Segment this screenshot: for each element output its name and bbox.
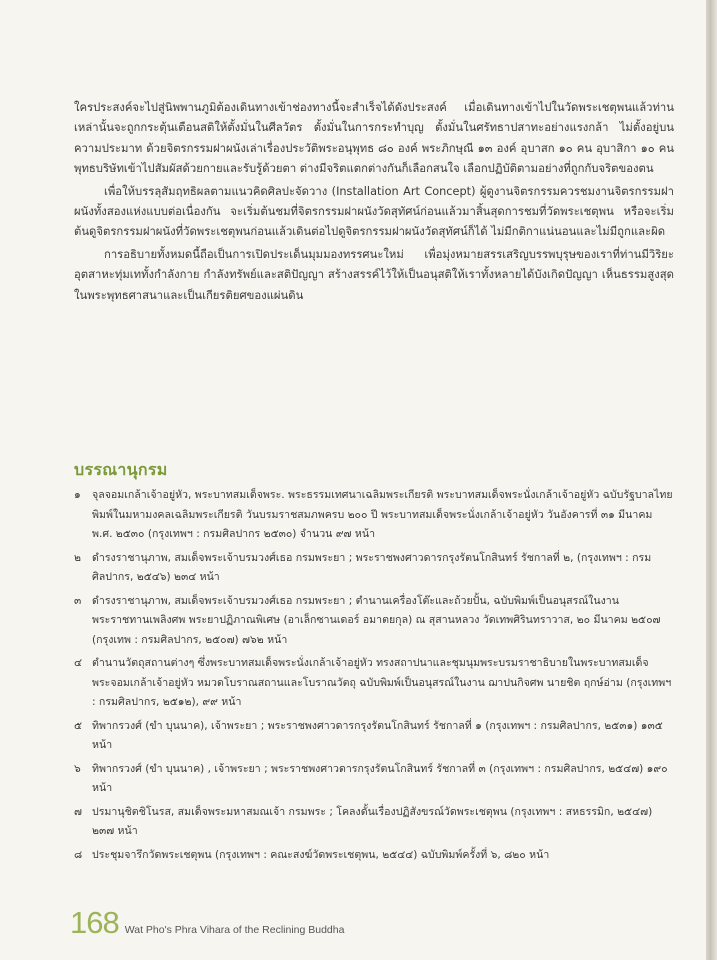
list-item (74, 846, 674, 866)
bibliography-heading: บรรณานุกรม (74, 460, 168, 479)
ref-number: ๔ (74, 657, 83, 669)
ref-number: ๗ (74, 805, 82, 818)
list-item (74, 654, 674, 713)
paragraph-1: ใครประสงค์จะไปสู่นิพพานภูมิต้องเดินทางเข้าช่องทางนี้จะสำเร็จได้ดังประสงค์ เมื่อเดินทางเข้าไปในวัดพระเชตุพนแล้วท่านเหล่านั้นจะถูกกระตุ้นเตือนสติให้ตั้งมั่นในศีลวัตร ตั้งมั่นในการกระทำบุญ ตั้งมั่นในศรัทธาปสาทะอย่างแรงกล้า ไม่ตั้งอยู่บนความประมาท ด้วยจิตรกรรมฝาผนังเล่าเรื่องประวัติพระอนุพุทธ ๘๐ องค์ พระภิกษุณี ๑๓ องค์ อุบาสก ๑๐ คน อุบาสิกา ๑๐ คน พุทธบริษัทเข้าไปสัมผัสด้วยกายและรับรู้ด้วยตา ต่างมีจริตแตกต่างกันก็เลือกสนใจ เลือกปฏิบัติตามอย่างที่ถูกกับจริตของตน (74, 101, 674, 176)
paragraph-3: การอธิบายทั้งหมดนี้ถือเป็นการเปิดประเด็นมุมมองทรรศนะใหม่ เพื่อมุ่งหมายสรรเสริญบรรพบุรุษของเราที่ท่านมีวิริยะอุตสาหะทุ่มเททั้งกำลังกาย กำลังทรัพย์และสติปัญญา สร้างสรรค์ไว้ให้เป็นอนุสติให้เราทั้งหลายได้บังเกิดปัญญา เห็นธรรมสูงสุดในพระพุทธศาสนาและเป็นเกียรติยศของแผ่นดิน (74, 247, 674, 302)
ref-text: ดำรงราชานุภาพ, สมเด็จพระเจ้าบรมวงศ์เธอ กรมพระยา ; ตำนานเครื่องโต๊ะและถ้วยปั้น, ฉบับพิมพ์เป็นอนุสรณ์ในงานพระราชทานเพลิงศพ พระยาปฏิภาณพิเศษ (อาเล็กซานเดอร์ อมาตยกุล) ณ สุสานหลวง วัดเทพศิรินทราวาส, ๒๐ มีนาคม ๒๕๐๗ (กรุงเทพ : กรมศิลปากร, ๒๕๐๗) ๗๖๒ หน้า (92, 594, 661, 646)
ref-number: ๘ (74, 848, 83, 861)
ref-number: ๕ (74, 719, 83, 732)
bibliography-list (74, 486, 674, 869)
ref-number: ๓ (74, 594, 82, 607)
page-footer (70, 905, 344, 941)
ref-number: ๖ (74, 762, 81, 775)
list-item (74, 592, 674, 651)
page-number: 168 (70, 905, 119, 940)
list-item (74, 760, 674, 799)
ref-text: ทิพากรวงศ์ (ขำ บุนนาค), เจ้าพระยา ; พระราชพงศาวดารกรุงรัตนโกสินทร์ รัชกาลที่ ๑ (กรุงเทพฯ : กรมศิลปากร, ๒๕๓๑) ๑๓๕ หน้า (92, 719, 663, 751)
page-edge-shadow (706, 0, 717, 960)
ref-number: ๒ (74, 551, 81, 564)
body-text (74, 98, 674, 308)
ref-number: ๑ (74, 489, 81, 501)
list-item (74, 549, 674, 588)
list-item (74, 486, 674, 545)
ref-text: ประชุมจารึกวัดพระเชตุพน (กรุงเทพฯ : คณะสงฆ์วัดพระเชตุพน, ๒๕๔๔) ฉบับพิมพ์ครั้งที่ ๖, ๘๒๐ หน้า (92, 848, 550, 861)
list-item (74, 717, 674, 756)
ref-text: ปรมานุชิตชิโนรส, สมเด็จพระมหาสมณเจ้า กรมพระ ; โคลงดั้นเรื่องปฏิสังขรณ์วัดพระเชตุพน (กรุงเทพฯ : สหธรรมิก, ๒๕๔๗) ๒๓๗ หน้า (92, 805, 653, 837)
paragraph-2: เพื่อให้บรรลุสัมฤทธิผลตามแนวคิดศิลปะจัดวาง (Installation Art Concept) ผู้ดูงานจิตรกรรมควรชมงานจิตรกรรมฝาผนังทั้งสองแห่งแบบต่อเนื่องกัน จะเริ่มต้นชมที่จิตรกรรมฝาผนังวัดสุทัศน์ก่อนแล้วมาสิ้นสุดการชมที่วัดพระเชตุพน หรือจะเริ่มต้นดูจิตรกรรมฝาผนังที่วัดพระเชตุพนก่อนแล้วเดินต่อไปดูจิตรกรรมฝาผนังวัดสุทัศน์ก็ได้ ไม่มีกติกาแน่นอนและไม่มีถูกและผิด (74, 184, 674, 239)
ref-text: ทิพากรวงศ์ (ขำ บุนนาค) , เจ้าพระยา ; พระราชพงศาวดารกรุงรัตนโกสินทร์ รัชกาลที่ ๓ (กรุงเทพฯ : กรมศิลปากร, ๒๕๔๗) ๑๙๐ หน้า (92, 762, 668, 794)
ref-text: ตำนานวัตถุสถานต่างๆ ซึ่งพระบาทสมเด็จพระนั่งเกล้าเจ้าอยู่หัว ทรงสถาปนาและชุมนุมพระบรมราชาธิบายในพระบาทสมเด็จพระจอมเกล้าเจ้าอยู่หัว หมวดโบราณสถานและโบราณวัตถุ ฉบับพิมพ์เป็นอนุสรณ์ในงาน ฌาปนกิจศพ นายชิต ฤกษ์อ่าม (กรุงเทพฯ : กรมศิลปากร, ๒๕๑๒), ๙๙ หน้า (92, 657, 672, 708)
ref-text: ดำรงราชานุภาพ, สมเด็จพระเจ้าบรมวงศ์เธอ กรมพระยา ; พระราชพงศาวดารกรุงรัตนโกสินทร์ รัชกาลที่ ๒, (กรุงเทพฯ : กรมศิลปากร, ๒๕๔๖) ๒๓๔ หน้า (92, 551, 652, 583)
running-title: Wat Pho's Phra Vihara of the Reclining Buddha (124, 924, 345, 936)
ref-text: จุลจอมเกล้าเจ้าอยู่หัว, พระบาทสมเด็จพระ. พระธรรมเทศนาเฉลิมพระเกียรติ พระบาทสมเด็จพระนั่งเกล้าเจ้าอยู่หัว ฉบับรัฐบาลไทย พิมพ์ในมหามงคลเฉลิมพระเกียรติ วันบรมราชสมภพครบ ๒๐๐ ปี พระบาทสมเด็จพระนั่งเกล้าเจ้าอยู่หัว วันอังคารที่ ๓๑ มีนาคม พ.ศ. ๒๕๓๐ (กรุงเทพฯ : กรมศิลปากร ๒๕๓๐) จำนวน ๙๗ หน้า (92, 489, 673, 540)
list-item (74, 803, 674, 842)
